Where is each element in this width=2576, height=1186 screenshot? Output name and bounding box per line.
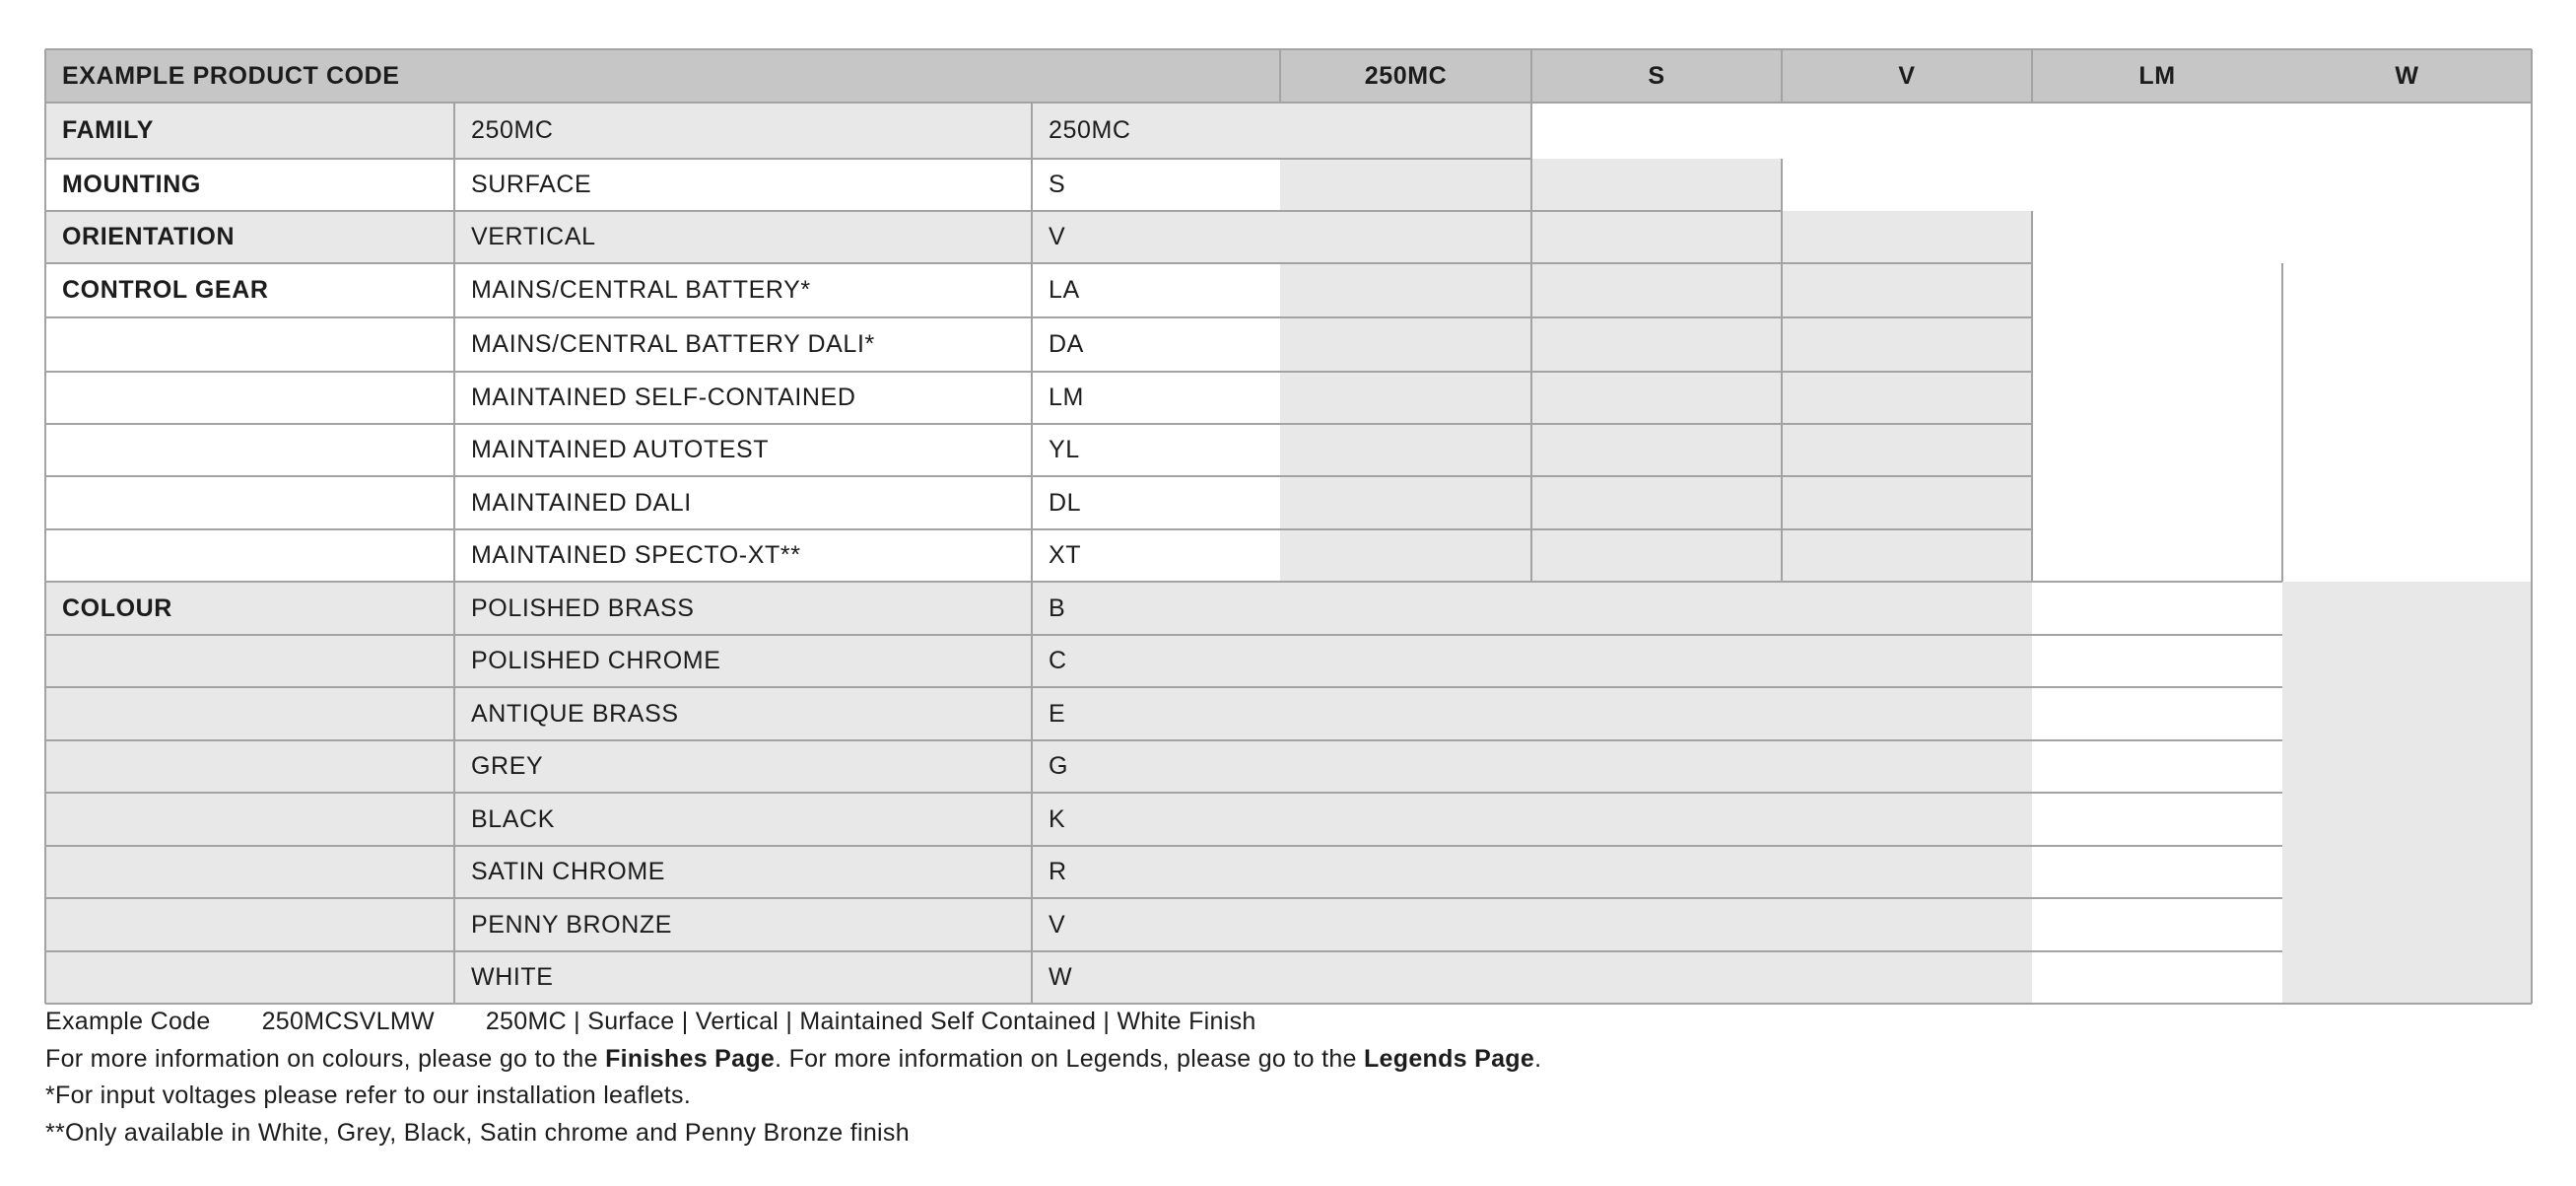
row-code: B	[1049, 593, 1066, 622]
row-label: FAMILY	[62, 116, 154, 144]
row-option: POLISHED CHROME	[471, 647, 721, 674]
more-info-line	[45, 1041, 1541, 1079]
more-info-text-2: . For more information on Legends, please go to the	[775, 1044, 1364, 1073]
row-option: ANTIQUE BRASS	[471, 699, 679, 728]
row-code: G	[1049, 752, 1069, 780]
table-right-rule	[2531, 49, 2533, 1004]
row-rule	[45, 158, 1531, 160]
header-bottom-rule	[45, 102, 2532, 104]
row-option: MAINTAINED SPECTO-XT**	[471, 541, 801, 569]
code-column-region	[2282, 582, 2532, 1004]
table-top-rule	[45, 48, 2532, 50]
staircase-rule	[1530, 103, 1532, 582]
row-code: XT	[1049, 541, 1082, 569]
row-rule	[45, 528, 2032, 530]
header-code-2: V	[1898, 61, 1916, 90]
row-rule	[45, 475, 2032, 477]
row-option: BLACK	[471, 804, 555, 833]
row-label: COLOUR	[62, 593, 172, 622]
header-title: EXAMPLE PRODUCT CODE	[62, 61, 400, 90]
row-label: ORIENTATION	[62, 223, 236, 250]
row-option: MAINS/CENTRAL BATTERY*	[471, 276, 811, 304]
row-code: DL	[1049, 488, 1082, 517]
row-code: C	[1049, 647, 1067, 674]
row-option: GREY	[471, 752, 544, 780]
row-code: E	[1049, 699, 1066, 728]
row-rule	[45, 423, 2032, 425]
row-option: WHITE	[471, 963, 554, 991]
row-label	[45, 898, 454, 951]
row-rule	[45, 371, 2032, 373]
row-label	[45, 424, 454, 476]
row-code: 250MC	[1049, 116, 1131, 144]
label-column-rule	[453, 103, 455, 1004]
finishes-page-link[interactable]: Finishes Page	[605, 1044, 776, 1073]
row-rule	[45, 686, 2282, 688]
header-title-rule	[1279, 49, 1281, 103]
row-rule	[45, 210, 1782, 212]
row-code: V	[1049, 223, 1066, 250]
staircase-rule	[2031, 211, 2033, 582]
row-option: 250MC	[471, 116, 554, 144]
row-label	[45, 372, 454, 424]
row-option: MAINTAINED DALI	[471, 488, 692, 517]
header-code-3: LM	[2138, 61, 2176, 90]
staircase-rule	[2281, 263, 2283, 582]
row-label	[45, 793, 454, 846]
row-rule	[45, 792, 2282, 794]
row-option: MAINTAINED AUTOTEST	[471, 436, 770, 463]
row-rule	[45, 845, 2282, 847]
legends-page-link[interactable]: Legends Page	[1363, 1044, 1535, 1073]
row-rule	[45, 950, 2282, 952]
row-option: VERTICAL	[471, 223, 596, 250]
row-rule	[45, 316, 2032, 318]
header-code-rule	[1781, 49, 1783, 103]
row-code: DA	[1049, 330, 1084, 358]
more-info-text-3: .	[1534, 1044, 1542, 1073]
header-code-1: S	[1648, 61, 1665, 90]
staircase-rule	[1781, 159, 1783, 582]
row-code: YL	[1049, 436, 1080, 463]
row-label	[45, 635, 454, 687]
row-option: POLISHED BRASS	[471, 593, 695, 622]
row-label	[45, 740, 454, 793]
row-code: S	[1049, 171, 1066, 198]
row-rule	[45, 581, 2282, 583]
row-code: V	[1049, 910, 1066, 939]
row-rule	[45, 897, 2282, 899]
row-option: PENNY BRONZE	[471, 910, 673, 939]
row-option: MAINS/CENTRAL BATTERY DALI*	[471, 330, 875, 358]
row-code: K	[1049, 804, 1066, 833]
row-label	[45, 317, 454, 372]
row-rule	[45, 634, 2282, 636]
footnote-availability: **Only available in White, Grey, Black, Satin chrome and Penny Bronze finish	[45, 1118, 910, 1147]
header-code-4: W	[2395, 61, 2419, 90]
row-label	[45, 476, 454, 529]
row-rule	[45, 262, 2032, 264]
row-label	[45, 951, 454, 1004]
row-option: MAINTAINED SELF-CONTAINED	[471, 384, 856, 411]
example-code-description: 250MC | Surface | Vertical | Maintained Self Contained | White Finish	[485, 1008, 1256, 1035]
row-rule	[45, 739, 2282, 741]
row-code: LA	[1049, 276, 1080, 304]
row-code: R	[1049, 858, 1067, 885]
example-code-line	[45, 1004, 1541, 1041]
row-code: LM	[1049, 384, 1084, 411]
row-option: SATIN CHROME	[471, 858, 666, 885]
row-label: CONTROL GEAR	[62, 276, 269, 304]
footnote-voltage: *For input voltages please refer to our installation leaflets.	[45, 1081, 692, 1109]
example-code-label: Example Code	[45, 1008, 211, 1035]
footer-notes	[45, 1004, 1541, 1151]
row-option: SURFACE	[471, 171, 592, 198]
row-label	[45, 529, 454, 582]
row-code: W	[1049, 963, 1073, 991]
header-code-0: 250MC	[1364, 61, 1448, 90]
option-column-rule	[1031, 103, 1033, 1004]
header-code-rule	[1530, 49, 1532, 103]
example-code-value: 250MCSVLMW	[261, 1008, 435, 1035]
table-left-rule	[44, 49, 46, 1004]
more-info-text-1: For more information on colours, please go to the	[45, 1044, 606, 1073]
row-label	[45, 687, 454, 740]
header-code-rule	[2031, 49, 2033, 103]
row-label	[45, 846, 454, 898]
row-label: MOUNTING	[62, 171, 201, 198]
